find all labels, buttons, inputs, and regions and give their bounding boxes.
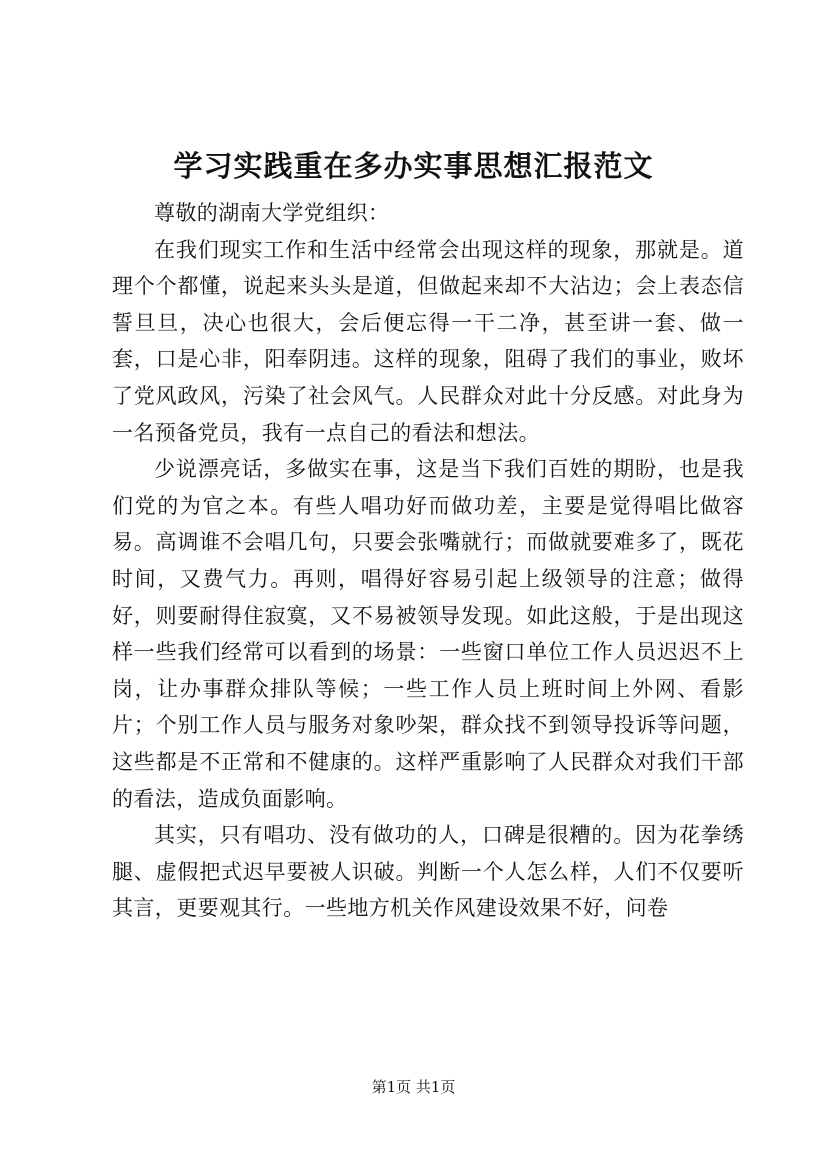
paragraph-3: 其实，只有唱功、没有做功的人，口碑是很糟的。因为花拳绣腿、虚假把式迟早要被人识破。判断一个人怎么样，人们不仅要听其言，更要观其行。一些地方机关作风建设效果不好，问卷 — [112, 823, 744, 921]
page-footer: 第1页 共1页 — [371, 1078, 456, 1096]
paragraph-2: 少说漂亮话，多做实在事，这是当下我们百姓的期盼，也是我们党的为官之本。有些人唱功好而做功差，主要是觉得唱比做容易。高调谁不会唱几句，只要会张嘴就行；而做就要难多了，既花时间，又费气力。再则，唱得好容易引起上级领导的注意；做得好，则要耐得住寂寞，又不易被领导发现。如此这般，于是出现这样一些我们经常可以看到的场景：一些窗口单位工作人员迟迟不上岗，让办事群众排队等候；一些工作人员上班时间上外网、看影片；个别工作人员与服务对象吵架，群众找不到领导投诉等问题，这些都是不正常和不健康的。这样严重影响了人民群众对我们干部的看法，造成负面影响。 — [112, 457, 744, 811]
document-title: 学习实践重在多办实事思想汇报范文 — [173, 149, 654, 183]
document-body — [112, 195, 744, 927]
paragraph-1: 在我们现实工作和生活中经常会出现这样的现象，那就是。道理个个都懂，说起来头头是道，但做起来却不大沾边；会上表态信誓旦旦，决心也很大，会后便忘得一干二净，甚至讲一套、做一套，口是心非，阳奉阴违。这样的现象，阻碍了我们的事业，败坏了党风政风，污染了社会风气。人民群众对此十分反感。对此身为一名预备党员，我有一点自己的看法和想法。 — [112, 237, 744, 445]
salutation: 尊敬的湖南大学党组织： — [154, 201, 390, 225]
